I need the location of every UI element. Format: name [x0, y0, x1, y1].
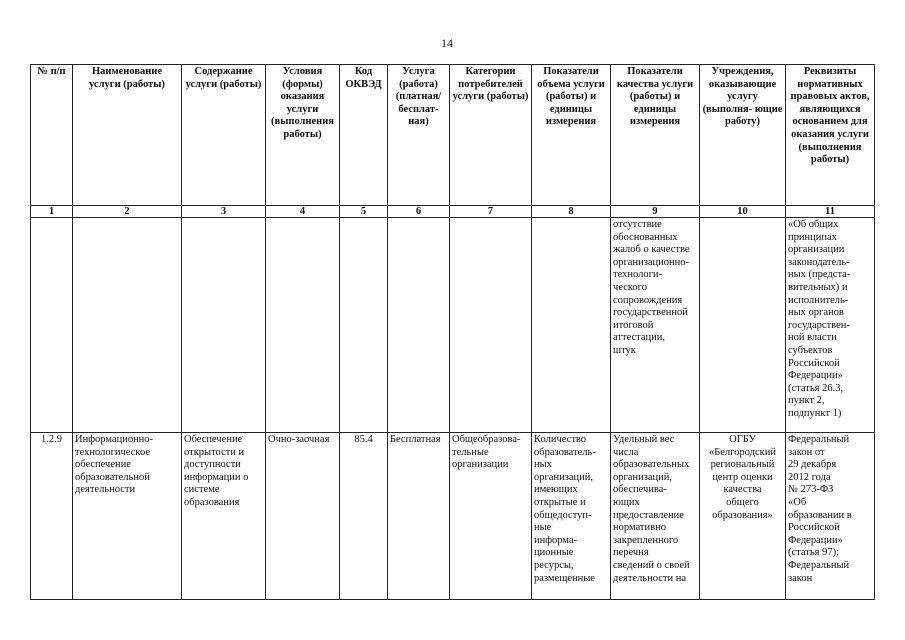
consumer-category-cell: Общеобразова- тельные организации: [450, 433, 532, 600]
volume-indicator-cell: Количество образователь- ных организаций, имеющих открытые и общедоступ- ные информа- ционные ресурсы, размещенные: [532, 433, 611, 600]
header-cell: Показатели качества услуги (работы) и единицы измерения: [611, 65, 700, 206]
table-row: [31, 218, 875, 433]
table-row: [31, 433, 875, 600]
service-name-cell: Информационно- технологическое обеспечение образовательной деятельности: [73, 433, 182, 600]
column-number: 11: [786, 206, 875, 218]
column-number: 3: [182, 206, 266, 218]
conditions-cell: Очно-заочная: [266, 433, 340, 600]
header-cell: Реквизиты нормативных правовых актов, являющихся основанием для оказания услуги (выполнения работы): [786, 65, 875, 206]
table-cell: [700, 218, 786, 433]
column-number: 6: [388, 206, 450, 218]
header-cell: Условия (формы) оказания услуги (выполнения работы): [266, 65, 340, 206]
table-cell: [450, 218, 532, 433]
header-cell: Категории потребителей услуги (работы): [450, 65, 532, 206]
legal-acts-cell: Федеральный закон от 29 декабря 2012 года № 273-ФЗ «Об образовании в Российской Федерации» (статья 97); Федеральный закон: [786, 433, 875, 600]
table-cell: [31, 218, 73, 433]
column-number: 1: [31, 206, 73, 218]
table-cell: [532, 218, 611, 433]
quality-indicator-cell: отсутствие обоснованных жалоб о качестве организационно- технологи- ческого сопровождения государственной итоговой аттестации, штук: [611, 218, 700, 433]
header-cell: Показатели объема услуги (работы) и единицы измерения: [532, 65, 611, 206]
table-header-row: [31, 65, 875, 206]
table-cell: [388, 218, 450, 433]
table-cell: [340, 218, 388, 433]
table-cell: [182, 218, 266, 433]
header-cell: Наименование услуги (работы): [73, 65, 182, 206]
column-number: 2: [73, 206, 182, 218]
column-number: 9: [611, 206, 700, 218]
item-number-cell: 1.2.9: [31, 433, 73, 600]
column-number: 8: [532, 206, 611, 218]
legal-acts-cell: «Об общих принципах организации законодатель- ных (предста- вительных) и исполнитель- ных органов государствен- ной власти субъектов Российской Федерации» (статья 26.3, пункт 2, подпункт 1): [786, 218, 875, 433]
header-cell: Учреждения, оказывающие услугу (выполня- ющие работу): [700, 65, 786, 206]
column-number-row: [31, 206, 875, 218]
okved-code-cell: 85.4: [340, 433, 388, 600]
table-cell: [73, 218, 182, 433]
column-number: 5: [340, 206, 388, 218]
institution-cell: ОГБУ «Белгородский региональный центр оценки качества общего образования»: [700, 433, 786, 600]
quality-indicator-cell: Удельный вес числа образовательных организаций, обеспечива- ющих предоставление нормативно закрепленного перечня сведений о своей деятельности на: [611, 433, 700, 600]
header-cell: Содержание услуги (работы): [182, 65, 266, 206]
services-table: [30, 64, 875, 600]
header-cell: Код ОКВЭД: [340, 65, 388, 206]
column-number: 4: [266, 206, 340, 218]
column-number: 10: [700, 206, 786, 218]
column-number: 7: [450, 206, 532, 218]
table-cell: [266, 218, 340, 433]
page-number: 14: [441, 36, 453, 50]
service-content-cell: Обеспечение открытости и доступности информации о системе образования: [182, 433, 266, 600]
header-cell: № п/п: [31, 65, 73, 206]
header-cell: Услуга (работа) (платная/ бесплат- ная): [388, 65, 450, 206]
payment-type-cell: Бесплатная: [388, 433, 450, 600]
